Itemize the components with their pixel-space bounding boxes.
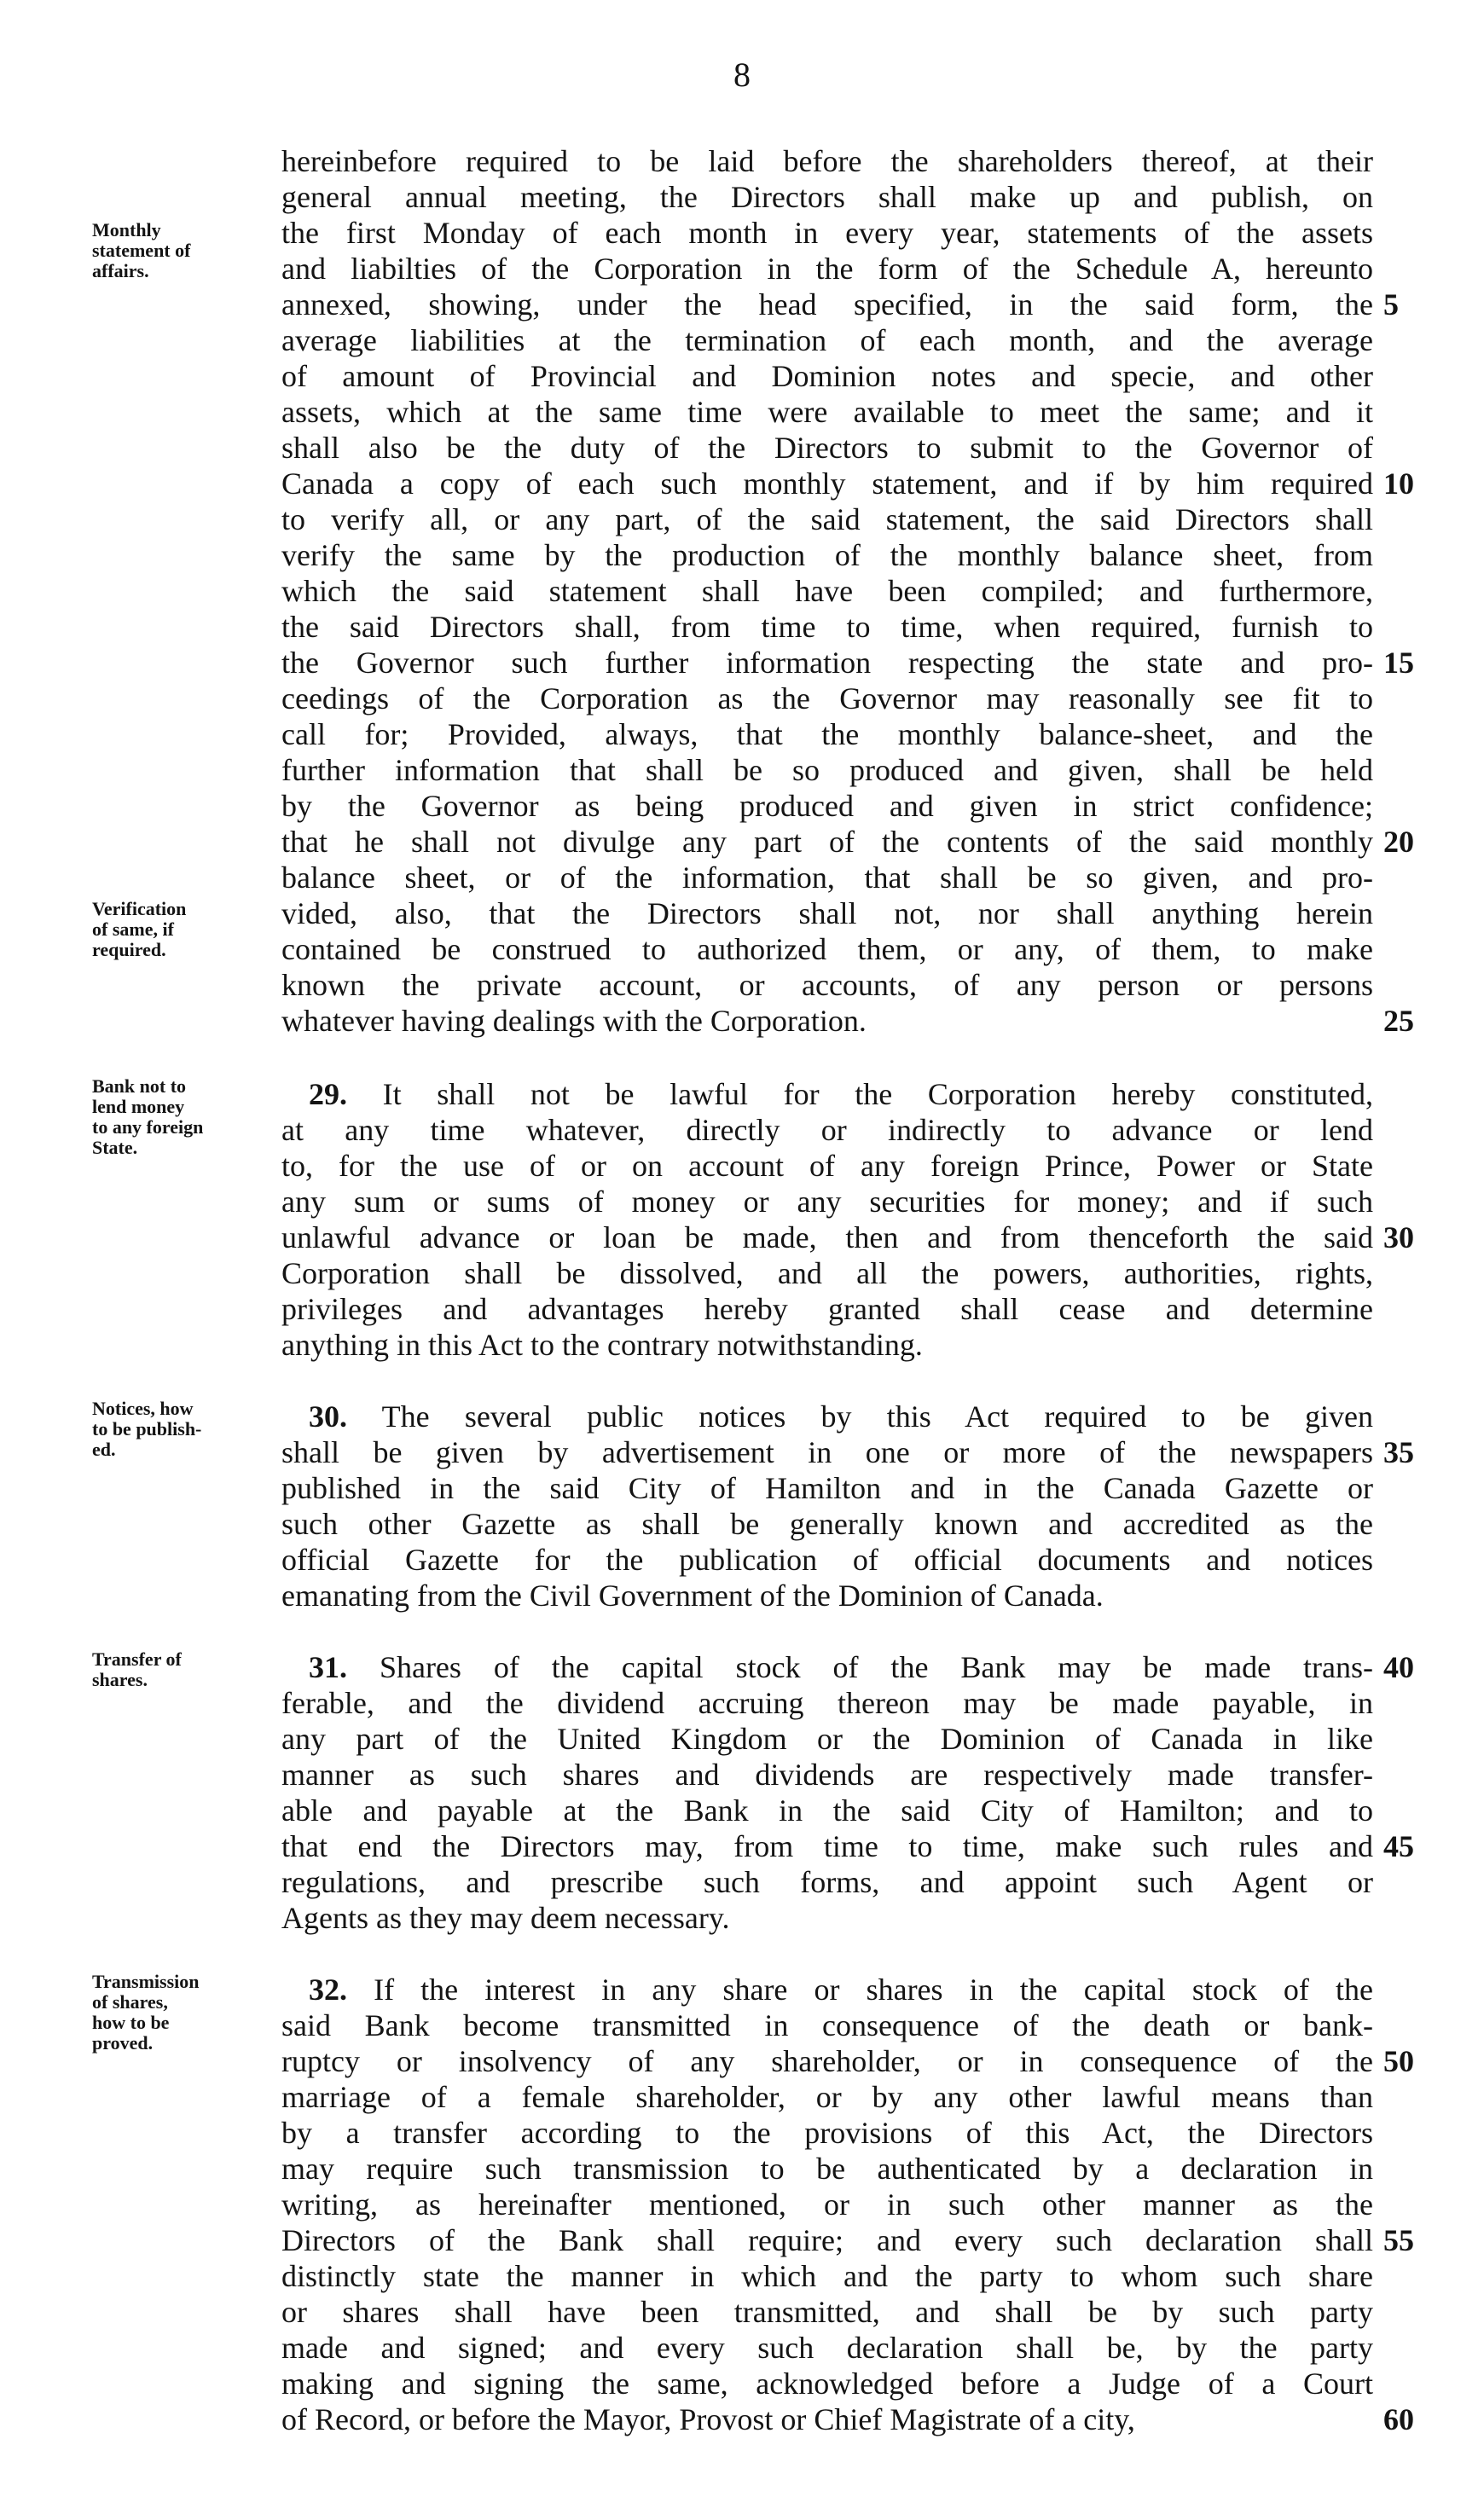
text-line: anything in this Act to the contrary notwithstanding. bbox=[281, 1328, 923, 1362]
text-line: any part of the United Kingdom or the Dominion of Canada in like bbox=[281, 1722, 1373, 1756]
line-number: 35 bbox=[1383, 1435, 1414, 1469]
text-line: Corporation shall be dissolved, and all the powers, authorities, rights, bbox=[281, 1256, 1373, 1290]
text-line: able and payable at the Bank in the said City of Hamilton; and to bbox=[281, 1793, 1373, 1828]
text-line: or shares shall have been transmitted, and shall be by such party bbox=[281, 2295, 1373, 2329]
text-line: the Governor such further information respecting the state and pro- bbox=[281, 646, 1373, 680]
text-line: writing, as hereinafter mentioned, or in such other manner as the bbox=[281, 2187, 1373, 2222]
section-number: 32. bbox=[309, 1973, 347, 2007]
margin-note bbox=[92, 1076, 280, 1158]
text-line: manner as such shares and dividends are respectively made transfer- bbox=[281, 1758, 1373, 1792]
text-line: assets, which at the same time were available to meet the same; and it bbox=[281, 395, 1373, 429]
margin-note bbox=[92, 1399, 280, 1460]
margin-note-line: how to be bbox=[92, 2012, 170, 2033]
text-line: emanating from the Civil Government of the Dominion of Canada. bbox=[281, 1579, 1104, 1613]
text-line: by the Governor as being produced and given in strict confidence; bbox=[281, 789, 1373, 823]
line-number: 15 bbox=[1383, 646, 1414, 680]
text-line: further information that shall be so produced and given, shall be held bbox=[281, 753, 1373, 787]
text-line: 31. Shares of the capital stock of the Bank may be made trans- bbox=[309, 1650, 1373, 1684]
line-number: 50 bbox=[1383, 2044, 1414, 2078]
margin-note-line: lend money bbox=[92, 1096, 185, 1117]
margin-note-line: proved. bbox=[92, 2032, 154, 2054]
text-line: 32. If the interest in any share or shares in the capital stock of the bbox=[309, 1973, 1373, 2007]
text-line: by a transfer according to the provisions of this Act, the Directors bbox=[281, 2116, 1373, 2150]
margin-note-line: to be publish- bbox=[92, 1418, 202, 1440]
text-line: making and signing the same, acknowledged before a Judge of a Court bbox=[281, 2366, 1373, 2401]
margin-note-line: statement of bbox=[92, 240, 191, 261]
text-line: to, for the use of or on account of any foreign Prince, Power or State bbox=[281, 1149, 1373, 1183]
text-line: privileges and advantages hereby granted shall cease and determine bbox=[281, 1292, 1373, 1326]
text-line: the said Directors shall, from time to time, when required, furnish to bbox=[281, 610, 1373, 644]
margin-note-line: State. bbox=[92, 1137, 138, 1158]
section-number: 31. bbox=[309, 1650, 347, 1684]
margin-note-line: ed. bbox=[92, 1439, 116, 1460]
line-number: 60 bbox=[1383, 2402, 1414, 2436]
text-line: 30. The several public notices by this Act required to be given bbox=[309, 1399, 1373, 1434]
margin-note-line: Notices, how bbox=[92, 1398, 194, 1419]
text-line: 29. It shall not be lawful for the Corporation hereby constituted, bbox=[309, 1077, 1373, 1111]
text-line: of Record, or before the Mayor, Provost or Chief Magistrate of a city, bbox=[281, 2402, 1135, 2436]
text-line: general annual meeting, the Directors shall make up and publish, on bbox=[281, 180, 1373, 214]
text-line: whatever having dealings with the Corporation. bbox=[281, 1004, 867, 1038]
margin-note bbox=[92, 899, 280, 960]
text-line: published in the said City of Hamilton and in the Canada Gazette or bbox=[281, 1471, 1373, 1505]
margin-note bbox=[92, 1972, 280, 2054]
line-number: 10 bbox=[1383, 466, 1414, 501]
text-line: such other Gazette as shall be generally known and accredited as the bbox=[281, 1507, 1373, 1541]
text-line: hereinbefore required to be laid before the shareholders thereof, at their bbox=[281, 144, 1373, 178]
text-line: unlawful advance or loan be made, then and from thenceforth the said bbox=[281, 1220, 1373, 1254]
text-line: contained be construed to authorized them, or any, of them, to make bbox=[281, 932, 1373, 966]
line-number: 45 bbox=[1383, 1829, 1414, 1863]
text-line: made and signed; and every such declaration shall be, by the party bbox=[281, 2331, 1373, 2365]
margin-note-line: Transfer of bbox=[92, 1648, 182, 1670]
text-line: the first Monday of each month in every year, statements of the assets bbox=[281, 216, 1373, 250]
text-line: Agents as they may deem necessary. bbox=[281, 1901, 730, 1935]
text-line: annexed, showing, under the head specified, in the said form, the bbox=[281, 287, 1373, 322]
margin-note bbox=[92, 220, 280, 281]
text-line: ruptcy or insolvency of any shareholder, or in consequence of the bbox=[281, 2044, 1373, 2078]
section-number: 29. bbox=[309, 1077, 347, 1111]
line-number: 55 bbox=[1383, 2223, 1414, 2257]
text-line: known the private account, or accounts, of any person or persons bbox=[281, 968, 1373, 1002]
margin-note-line: shares. bbox=[92, 1669, 148, 1690]
text-line: ferable, and the dividend accruing thereon may be made payable, in bbox=[281, 1686, 1373, 1720]
text-line: that end the Directors may, from time to time, make such rules and bbox=[281, 1829, 1373, 1863]
text-line: shall also be the duty of the Directors to submit to the Governor of bbox=[281, 431, 1373, 465]
line-number: 5 bbox=[1383, 287, 1399, 322]
line-number: 25 bbox=[1383, 1004, 1414, 1038]
text-line: of amount of Provincial and Dominion notes and specie, and other bbox=[281, 359, 1373, 393]
text-line: regulations, and prescribe such forms, and appoint such Agent or bbox=[281, 1865, 1373, 1899]
margin-note-line: affairs. bbox=[92, 260, 149, 281]
text-line: to verify all, or any part, of the said statement, the said Directors shall bbox=[281, 502, 1373, 536]
text-line: marriage of a female shareholder, or by any other lawful means than bbox=[281, 2080, 1373, 2114]
text-line: may require such transmission to be authenticated by a declaration in bbox=[281, 2152, 1373, 2186]
text-line: Canada a copy of each such monthly statement, and if by him required bbox=[281, 466, 1373, 501]
line-number: 20 bbox=[1383, 825, 1414, 859]
margin-note-line: to any foreign bbox=[92, 1116, 204, 1138]
margin-note-line: Transmission bbox=[92, 1971, 200, 1992]
text-line: shall be given by advertisement in one or more of the newspapers bbox=[281, 1435, 1373, 1469]
section-number: 30. bbox=[309, 1399, 347, 1434]
text-line: said Bank become transmitted in consequence of the death or bank- bbox=[281, 2008, 1373, 2042]
line-number: 30 bbox=[1383, 1220, 1414, 1254]
text-line: which the said statement shall have been compiled; and furthermore, bbox=[281, 574, 1373, 608]
text-line: ceedings of the Corporation as the Governor may reasonally see fit to bbox=[281, 681, 1373, 715]
text-line: distinctly state the manner in which and the party to whom such share bbox=[281, 2259, 1373, 2293]
text-line: vided, also, that the Directors shall not, nor shall anything herein bbox=[281, 896, 1373, 930]
margin-note-line: Monthly bbox=[92, 219, 161, 240]
margin-note bbox=[92, 1649, 280, 1690]
text-line: average liabilities at the termination of each month, and the average bbox=[281, 323, 1373, 357]
text-line: balance sheet, or of the information, that shall be so given, and pro- bbox=[281, 860, 1373, 895]
text-line: official Gazette for the publication of official documents and notices bbox=[281, 1543, 1373, 1577]
page-number: 8 bbox=[733, 55, 751, 94]
text-line: Directors of the Bank shall require; and every such declaration shall bbox=[281, 2223, 1373, 2257]
margin-note-line: Bank not to bbox=[92, 1075, 187, 1097]
line-number: 40 bbox=[1383, 1650, 1414, 1684]
text-line: verify the same by the production of the monthly balance sheet, from bbox=[281, 538, 1373, 572]
margin-note-line: Verification bbox=[92, 898, 187, 919]
margin-note-line: of same, if bbox=[92, 918, 174, 940]
text-line: at any time whatever, directly or indirectly to advance or lend bbox=[281, 1113, 1373, 1147]
text-line: call for; Provided, always, that the monthly balance-sheet, and the bbox=[281, 717, 1373, 751]
margin-note-line: required. bbox=[92, 939, 166, 960]
text-line: any sum or sums of money or any securities for money; and if such bbox=[281, 1185, 1373, 1219]
margin-note-line: of shares, bbox=[92, 1991, 168, 2013]
text-line: that he shall not divulge any part of the contents of the said monthly bbox=[281, 825, 1373, 859]
text-line: and liabilties of the Corporation in the form of the Schedule A, hereunto bbox=[281, 252, 1373, 286]
